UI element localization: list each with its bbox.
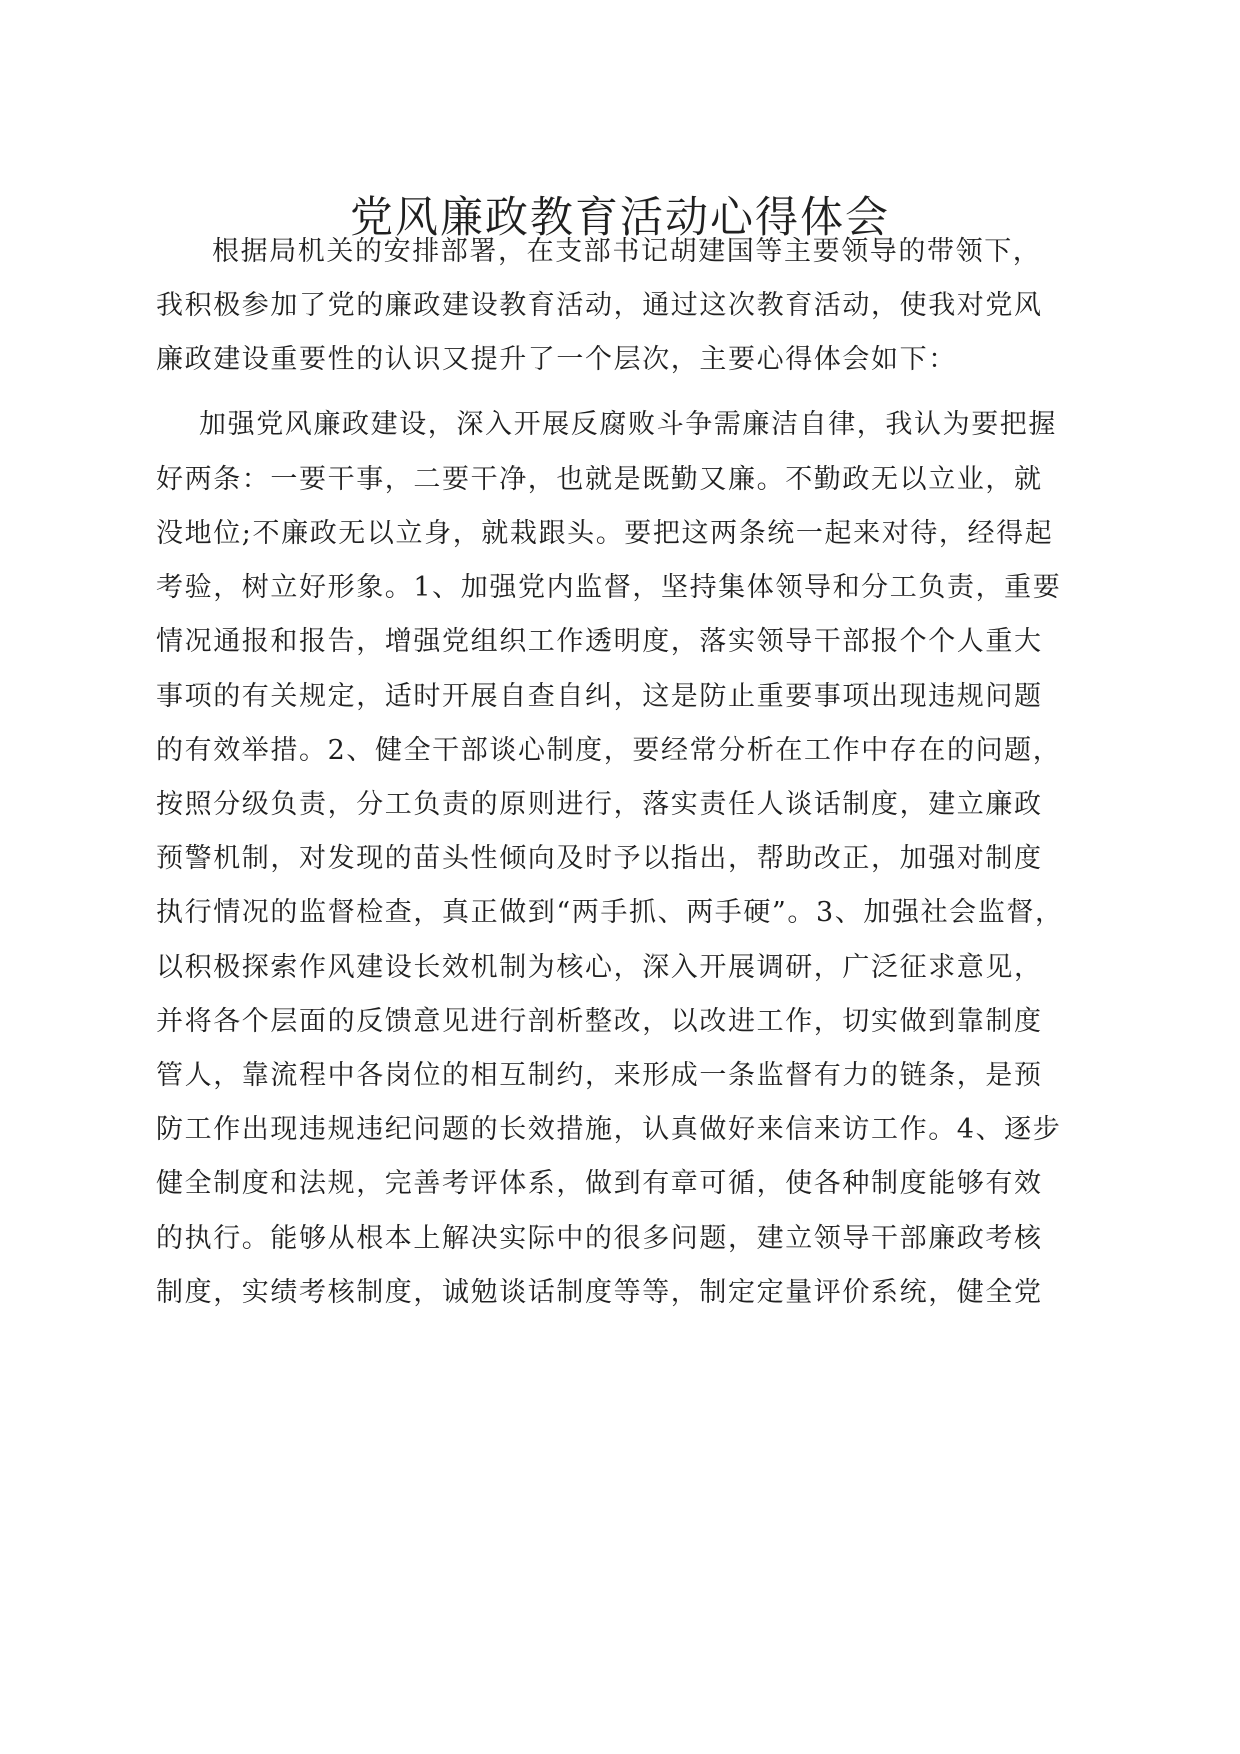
- text-line: 廉政建设重要性的认识又提升了一个层次，主要心得体会如下：: [156, 344, 957, 375]
- text-line: 并将各个层面的反馈意见进行剖析整改，以改进工作，切实做到靠制度: [156, 1006, 1043, 1037]
- text-line: 好两条：一要干事，二要干净，也就是既勤又廉。不勤政无以立业，就: [156, 464, 1043, 495]
- text-line: 防工作出现违规违纪问题的长效措施，认真做好来信来访工作。4、逐步: [156, 1114, 1062, 1145]
- text-line: 以积极探索作风建设长效机制为核心，深入开展调研，广泛征求意见，: [156, 952, 1043, 983]
- text-line: 的执行。能够从根本上解决实际中的很多问题，建立领导干部廉政考核: [156, 1223, 1043, 1254]
- text-line: 考验，树立好形象。1、加强党内监督，坚持集体领导和分工负责，重要: [156, 572, 1062, 603]
- text-line: 加强党风廉政建设，深入开展反腐败斗争需廉洁自律，我认为要把握: [199, 409, 1057, 440]
- text-line: 健全制度和法规，完善考评体系，做到有章可循，使各种制度能够有效: [156, 1168, 1043, 1199]
- text-line: 管人，靠流程中各岗位的相互制约，来形成一条监督有力的链条，是预: [156, 1060, 1043, 1091]
- document-title: 党风廉政教育活动心得体会: [350, 193, 890, 243]
- text-line: 制度，实绩考核制度，诚勉谈话制度等等，制定定量评价系统，健全党: [156, 1277, 1043, 1308]
- text-line: 执行情况的监督检查，真正做到“两手抓、两手硬”。3、加强社会监督，: [156, 897, 1064, 928]
- text-line: 事项的有关规定，适时开展自查自纠，这是防止重要事项出现违规问题: [156, 681, 1043, 712]
- text-line: 没地位;不廉政无以立身，就栽跟头。要把这两条统一起来对待，经得起: [156, 518, 1054, 549]
- text-line: 情况通报和报告，增强党组织工作透明度，落实领导干部报个个人重大: [156, 626, 1043, 657]
- text-line: 的有效举措。2、健全干部谈心制度，要经常分析在工作中存在的问题，: [156, 735, 1062, 766]
- text-line: 按照分级负责，分工负责的原则进行，落实责任人谈话制度，建立廉政: [156, 789, 1043, 820]
- text-line: 根据局机关的安排部署，在支部书记胡建国等主要领导的带领下，: [212, 236, 1042, 267]
- text-line: 我积极参加了党的廉政建设教育活动，通过这次教育活动，使我对党风: [156, 290, 1043, 321]
- text-line: 预警机制，对发现的苗头性倾向及时予以指出，帮助改正，加强对制度: [156, 843, 1043, 874]
